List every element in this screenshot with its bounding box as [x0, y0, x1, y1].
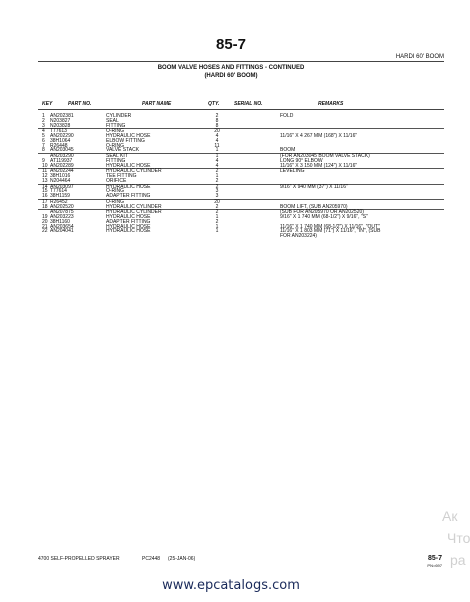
- parts-table: [38, 114, 444, 239]
- col-key: KEY: [42, 101, 53, 107]
- row-part-no: AN203223: [50, 214, 74, 220]
- row-part-name: ADAPTER FITTING: [106, 218, 151, 225]
- row-part-no: AN203654: [50, 223, 74, 230]
- row-part-name: HYDRAULIC HOSE: [106, 183, 151, 190]
- row-part-no: 38H1160: [50, 218, 70, 225]
- row-qty: 2: [215, 168, 219, 175]
- row-remarks: 9/16" X 940 MM (37") X 11/16": [280, 183, 348, 190]
- row-part-name: O-RING: [106, 188, 125, 195]
- site-url[interactable]: www.epcatalogs.com: [162, 578, 300, 593]
- row-qty: 4: [215, 162, 219, 169]
- footer-date: (25-JAN-06): [168, 556, 196, 562]
- row-key: 21: [42, 223, 48, 230]
- row-qty: 2: [215, 218, 219, 225]
- row-key: 16: [42, 193, 48, 199]
- row-part-no: T77614: [50, 188, 67, 195]
- row-qty: 11: [214, 142, 220, 149]
- footer-page: 85-7: [427, 555, 442, 562]
- row-part-no: AN203290: [50, 153, 74, 159]
- row-part-name: TEE FITTING: [106, 173, 137, 179]
- row-key: 18: [42, 203, 48, 210]
- row-part-name: ELBOW FITTING: [106, 137, 145, 144]
- row-key: 1: [42, 113, 45, 119]
- row-remarks: 9/16" X 1 740 MM (68-1/2") X 9/16", "S": [280, 214, 368, 220]
- row-key: 11: [42, 168, 48, 175]
- row-part-no: 38H1016: [50, 173, 71, 179]
- row-key: 20: [42, 218, 48, 225]
- row-qty: 2: [215, 177, 219, 184]
- row-part-name: ADAPTER FITTING: [106, 193, 151, 199]
- row-qty: 8: [215, 117, 219, 124]
- row-qty: 4: [215, 157, 219, 164]
- row-key: 14: [42, 183, 48, 190]
- page-number: 85-7: [215, 36, 247, 53]
- row-key: 9: [42, 157, 45, 164]
- row-qty: 2: [215, 183, 219, 190]
- table-row: [38, 234, 444, 239]
- footer-page-sub: PN=697: [427, 563, 442, 568]
- header-rule: [38, 61, 444, 62]
- row-qty: 4: [215, 133, 219, 139]
- row-key: 17: [42, 198, 48, 205]
- row-remarks: 11/16" X 1 740 MM (68-1/2") X 11/16", "OUT": [280, 223, 380, 230]
- row-qty: 2: [215, 113, 219, 119]
- row-part-no: AN203097: [50, 183, 74, 190]
- row-part-no: 38H1159: [50, 193, 70, 199]
- row-part-name: HYDRAULIC HOSE: [106, 162, 151, 169]
- row-part-name: CYLINDER: [106, 113, 132, 119]
- row-part-name: HYDRAULIC HOSE: [106, 133, 151, 139]
- row-remarks: BOOM: [280, 147, 296, 154]
- row-key: 15: [42, 188, 48, 195]
- row-part-name: O-RING: [106, 128, 125, 135]
- row-key: 4: [42, 128, 45, 135]
- row-remarks: 11/16" X 1 803 MM (71") X 11/16", "IN", (SUB: [280, 228, 381, 235]
- row-part-name: SEAL: [106, 117, 119, 124]
- watermark-text: Что: [447, 530, 470, 546]
- row-part-name: VALVE STACK: [106, 147, 140, 154]
- section-title: [0, 64, 462, 80]
- row-key: 12: [42, 173, 48, 179]
- row-remarks: FOR AN203224): [280, 233, 317, 239]
- row-part-name: HYDRAULIC CYLINDER: [106, 209, 162, 216]
- row-remarks: (SUB FOR AN205970 OR AN202520): [280, 209, 364, 216]
- watermark-text: ра: [450, 552, 466, 568]
- row-key: 5: [42, 133, 45, 139]
- row-part-name: HYDRAULIC CYLINDER: [106, 168, 162, 175]
- row-key: 6: [42, 137, 45, 144]
- row-part-no: AN202290: [50, 133, 74, 139]
- row-key: 3: [42, 122, 45, 129]
- row-part-name: HYDRAULIC CYLINDER: [106, 203, 162, 210]
- row-qty: 3: [215, 188, 219, 195]
- row-part-no: 38H1064: [50, 137, 71, 144]
- row-part-no: R26448: [50, 142, 68, 149]
- title-line-2: (HARDI 60' BOOM): [204, 73, 258, 79]
- row-qty: 1: [215, 214, 219, 220]
- col-part-name: PART NAME: [142, 101, 172, 107]
- column-rule: [38, 109, 444, 110]
- row-qty: 4: [215, 137, 219, 144]
- col-qty: QTY.: [208, 101, 220, 107]
- footer-title: 4700 SELF-PROPELLED SPRAYER: [38, 556, 120, 562]
- row-key: 13: [42, 177, 48, 184]
- row-qty: 3: [215, 193, 219, 199]
- row-key: 10: [42, 162, 48, 169]
- row-key: 7: [42, 142, 45, 149]
- row-remarks: 11/16" X 3 150 MM (124") X 11/16": [280, 162, 358, 169]
- row-part-no: AN202381: [50, 113, 74, 119]
- row-part-no: T77613: [50, 128, 67, 135]
- row-part-no: AN202520: [50, 203, 74, 210]
- row-part-name: ORIFICE: [106, 177, 127, 184]
- row-qty: 20: [214, 198, 220, 205]
- row-part-no: AN203045: [50, 147, 74, 154]
- row-part-no: R26452: [50, 198, 68, 205]
- row-part-name: HYDRAULIC HOSE: [106, 223, 151, 230]
- row-part-no: N204464: [50, 177, 71, 184]
- col-part-no: PART NO.: [68, 101, 92, 107]
- row-part-no: AN207875: [50, 209, 74, 216]
- row-qty: 1: [215, 223, 219, 230]
- row-remarks: FOLD: [280, 113, 294, 119]
- row-key: 22: [42, 228, 48, 235]
- row-key: 2: [42, 117, 45, 124]
- row-qty: 2: [215, 203, 219, 210]
- footer-pc: PC2448: [142, 556, 161, 562]
- row-part-no: N203827: [50, 117, 71, 124]
- row-part-no: AN202289: [50, 162, 74, 169]
- row-qty: 1: [215, 228, 219, 235]
- row-qty: 8: [215, 122, 219, 129]
- row-remarks: BOOM LIFT, (SUB AN205970): [280, 203, 348, 210]
- watermark-text: Ак: [442, 508, 458, 524]
- row-qty: 1: [215, 147, 219, 154]
- row-part-name: SEAL KIT: [106, 153, 128, 159]
- row-remarks: LEVELING: [280, 168, 305, 175]
- row-part-no: AN202244: [50, 168, 74, 175]
- row-qty: 1: [215, 173, 219, 179]
- row-part-no: AN204041: [50, 228, 74, 235]
- section-header: HARDI 60' BOOM: [395, 54, 444, 60]
- row-remarks: (FOR AN203045 BOOM VALVE STACK): [280, 153, 370, 159]
- row-key: 8: [42, 147, 45, 154]
- row-qty: 20: [214, 128, 220, 135]
- col-remarks: REMARKS: [318, 101, 344, 107]
- row-qty: 2: [215, 209, 219, 216]
- row-part-name: O-RING: [106, 198, 125, 205]
- row-part-no: N203828: [50, 122, 71, 129]
- col-serial-no: SERIAL NO.: [234, 101, 263, 107]
- row-qty: 1: [215, 153, 219, 159]
- row-part-name: FITTING: [106, 122, 126, 129]
- row-part-name: FITTING: [106, 157, 126, 164]
- row-part-name: O-RING: [106, 142, 125, 149]
- title-line-1: BOOM VALVE HOSES AND FITTINGS - CONTINUED: [157, 65, 305, 71]
- row-part-name: HYDRAULIC HOSE: [106, 214, 151, 220]
- row-remarks: 11/16" X 4 267 MM (168") X 11/16": [280, 133, 358, 139]
- row-remarks: LONG 90° ELBOW: [280, 157, 323, 164]
- row-key: 19: [42, 214, 48, 220]
- row-part-no: AT119937: [50, 157, 73, 164]
- row-part-name: HYDRAULIC HOSE: [106, 228, 151, 235]
